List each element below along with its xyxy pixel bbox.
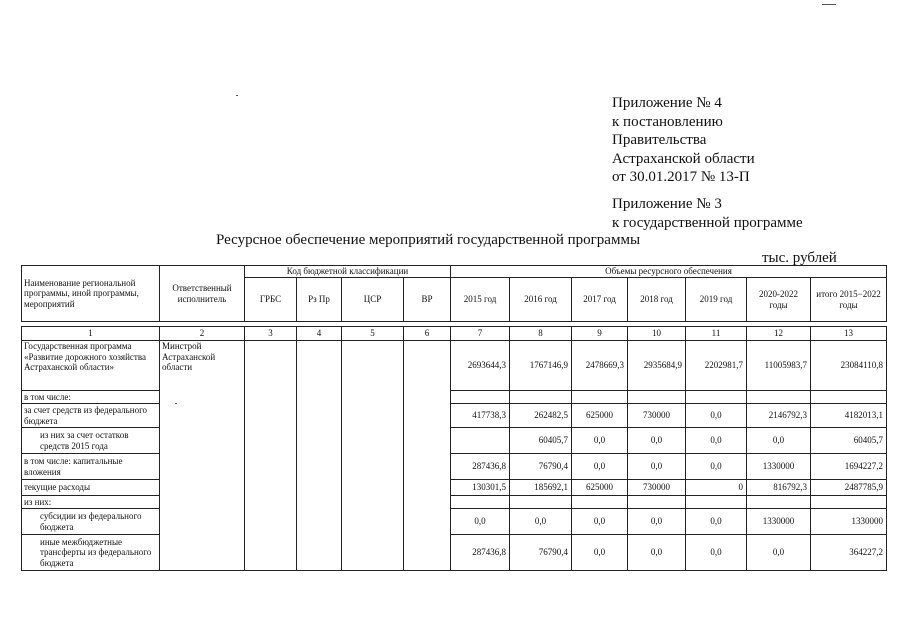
value-cell: 816792,3 (747, 480, 811, 496)
value-cell: 2487785,9 (811, 480, 887, 496)
value-cell: 0,0 (686, 404, 747, 428)
attachment-4-line: Приложение № 4 (612, 95, 722, 111)
table-row (22, 404, 887, 428)
table-row (22, 480, 887, 496)
value-cell: 23084110,8 (811, 341, 887, 391)
column-number: 12 (747, 327, 811, 341)
attachment-4-block (612, 94, 755, 187)
attachment-4-line: от 30.01.2017 № 13-П (612, 169, 750, 185)
column-number: 8 (510, 327, 572, 341)
value-cell: 1694227,2 (811, 454, 887, 480)
value-cell (811, 391, 887, 404)
value-cell: 1767146,9 (510, 341, 572, 391)
value-cell (747, 496, 811, 509)
value-cell: 730000 (628, 480, 686, 496)
column-number: 5 (342, 327, 404, 341)
value-cell: 0,0 (628, 428, 686, 454)
value-cell: 2935684,9 (628, 341, 686, 391)
value-cell (451, 428, 510, 454)
value-cell: 262482,5 (510, 404, 572, 428)
header-year: 2018 год (628, 278, 686, 322)
value-cell: 60405,7 (510, 428, 572, 454)
value-cell (572, 391, 628, 404)
column-number: 13 (811, 327, 887, 341)
scan-speck (175, 403, 177, 404)
column-number: 11 (686, 327, 747, 341)
table-row (22, 535, 887, 571)
value-cell (747, 391, 811, 404)
header-code: Рз Пр (297, 278, 342, 322)
value-cell: 417738,3 (451, 404, 510, 428)
value-cell: 730000 (628, 404, 686, 428)
value-cell (510, 496, 572, 509)
value-cell: 0,0 (572, 535, 628, 571)
row-responsible: Минстрой Астраханской области (160, 341, 245, 571)
value-cell: 130301,5 (451, 480, 510, 496)
value-cell: 0,0 (572, 454, 628, 480)
value-cell (686, 391, 747, 404)
row-name: в том числе: капитальные вложения (22, 454, 160, 480)
scan-speck (822, 4, 836, 5)
value-cell: 0,0 (747, 535, 811, 571)
row-name: за счет средств из федерального бюджета (22, 404, 160, 428)
column-number: 10 (628, 327, 686, 341)
table-row (22, 428, 887, 454)
value-cell: 2146792,3 (747, 404, 811, 428)
table-row (22, 496, 887, 509)
row-name: Государственная программа «Развитие дорожного хозяйства Астраханской области» (22, 341, 160, 391)
value-cell: 0,0 (628, 509, 686, 535)
value-cell: 287436,8 (451, 454, 510, 480)
header-year: 2016 год (510, 278, 572, 322)
csr-cell (342, 341, 404, 571)
header-code: ЦСР (342, 278, 404, 322)
value-cell: 0,0 (686, 509, 747, 535)
value-cell: 4182013,1 (811, 404, 887, 428)
value-cell: 0,0 (747, 428, 811, 454)
value-cell: 0,0 (628, 535, 686, 571)
column-number: 4 (297, 327, 342, 341)
header-year: 2015 год (451, 278, 510, 322)
column-number: 1 (22, 327, 160, 341)
value-cell (510, 391, 572, 404)
header-code: ВР (404, 278, 451, 322)
table-row (22, 509, 887, 535)
column-number: 2 (160, 327, 245, 341)
header-year: итого 2015−2022 годы (811, 278, 887, 322)
grbs-cell (245, 341, 297, 571)
table-row (22, 341, 887, 391)
header-year: 2017 год (572, 278, 628, 322)
row-name: иные межбюджетные трансферты из федерального бюджета (22, 535, 160, 571)
value-cell: 0 (686, 480, 747, 496)
value-cell: 0,0 (451, 509, 510, 535)
header-budget-code: Код бюджетной классификации (245, 266, 451, 278)
value-cell: 364227,2 (811, 535, 887, 571)
attachment-4-line: к постановлению (612, 113, 723, 130)
attachment-3-line: Приложение № 3 (612, 196, 722, 212)
units-label: тыс. рублей (762, 250, 837, 266)
value-cell: 76790,4 (510, 454, 572, 480)
attachment-3-line: к государственной программе (612, 214, 803, 231)
column-numbers-row (22, 327, 887, 341)
row-name: субсидии из федерального бюджета (22, 509, 160, 535)
value-cell: 0,0 (572, 509, 628, 535)
column-number: 7 (451, 327, 510, 341)
value-cell: 2693644,3 (451, 341, 510, 391)
value-cell: 2202981,7 (686, 341, 747, 391)
value-cell: 0,0 (686, 454, 747, 480)
value-cell: 0,0 (686, 535, 747, 571)
scan-speck (236, 95, 238, 96)
value-cell: 0,0 (572, 428, 628, 454)
value-cell: 0,0 (510, 509, 572, 535)
value-cell (451, 391, 510, 404)
value-cell: 0,0 (628, 454, 686, 480)
row-name: из них за счет остатков средств 2015 года (22, 428, 160, 454)
row-name: текущие расходы (22, 480, 160, 496)
value-cell: 1330000 (747, 509, 811, 535)
vr-cell (404, 341, 451, 571)
value-cell (572, 496, 628, 509)
column-number: 6 (404, 327, 451, 341)
value-cell: 625000 (572, 480, 628, 496)
value-cell: 185692,1 (510, 480, 572, 496)
value-cell: 1330000 (747, 454, 811, 480)
value-cell: 76790,4 (510, 535, 572, 571)
table-row (22, 391, 887, 404)
header-code: ГРБС (245, 278, 297, 322)
value-cell (628, 496, 686, 509)
attachment-4-line: Правительства (612, 132, 707, 148)
column-number: 9 (572, 327, 628, 341)
value-cell (686, 496, 747, 509)
table-row (22, 454, 887, 480)
column-number: 3 (245, 327, 297, 341)
value-cell: 0,0 (686, 428, 747, 454)
value-cell (451, 496, 510, 509)
value-cell: 625000 (572, 404, 628, 428)
document-title: Ресурсное обеспечение мероприятий государственной программы (216, 232, 641, 248)
header-volumes: Объемы ресурсного обеспечения (451, 266, 887, 278)
header-year: 2019 год (686, 278, 747, 322)
rzpr-cell (297, 341, 342, 571)
value-cell: 1330000 (811, 509, 887, 535)
row-name: из них: (22, 496, 160, 509)
value-cell: 11005983,7 (747, 341, 811, 391)
header-year: 2020-2022 годы (747, 278, 811, 322)
header-responsible: Ответственный исполнитель (160, 266, 245, 322)
row-name: в том числе: (22, 391, 160, 404)
value-cell: 2478669,3 (572, 341, 628, 391)
resource-table (21, 265, 887, 571)
value-cell: 287436,8 (451, 535, 510, 571)
value-cell (628, 391, 686, 404)
value-cell: 60405,7 (811, 428, 887, 454)
attachment-3-block (612, 195, 803, 232)
attachment-4-line: Астраханской области (612, 150, 755, 167)
value-cell (811, 496, 887, 509)
header-name: Наименование региональной программы, иной программы, мероприятий (22, 266, 160, 322)
